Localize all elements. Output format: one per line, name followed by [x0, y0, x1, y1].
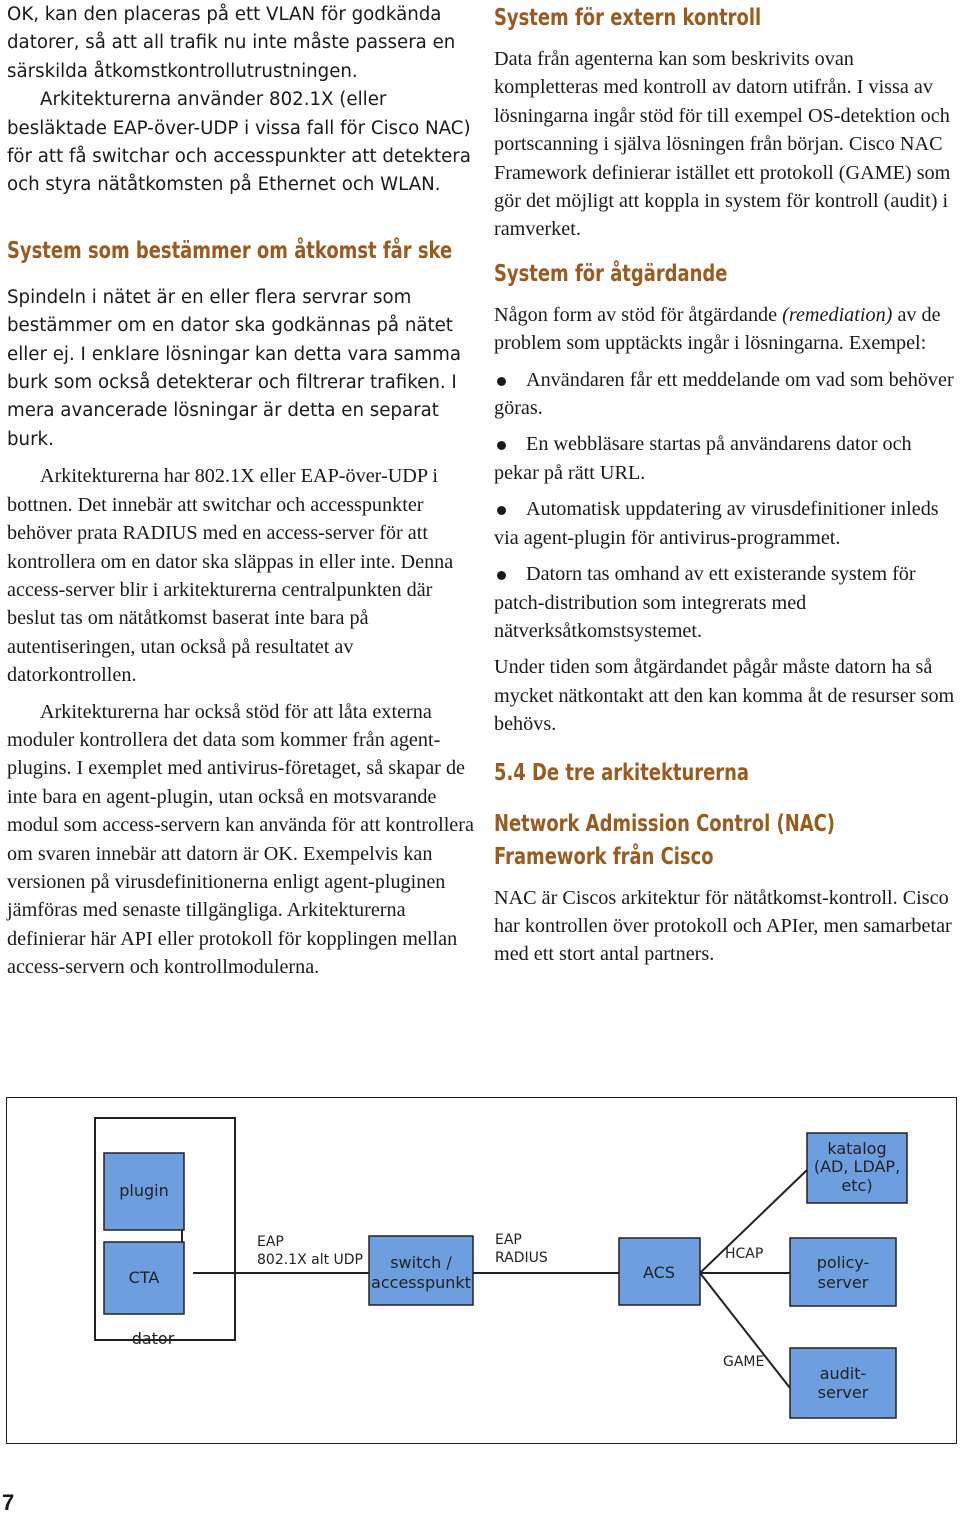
- bullet-icon: [497, 506, 506, 515]
- katalog-label-3: etc): [841, 1176, 873, 1195]
- cta-label: CTA: [128, 1268, 160, 1287]
- left-paragraph-1: OK, kan den placeras på ett VLAN för godkända datorer, så att all trafik nu inte måste passera en särskilda åtkomstkontrollutrustningen.: [7, 4, 456, 82]
- audit-label-2: server: [817, 1383, 869, 1402]
- left-paragraph-5: Arkitekturerna har också stöd för att låta externa moduler kontrollera det data som kommer från agent-plugins. I exemplet med antivirus-företaget, så skapar de inte bara en agent-plugin, utan också en motsvarande modul som access-servern kan använda för att kontrollera om svaren innebär att datorn är OK. Exempelvis kan versionen på virusdefinitionerna enligt agent-pluginen jämföras med senaste tillgängliga. Arkitekturerna definierar här API eller protokoll för kopplingen mellan access-servern och kontrollmodulerna.: [7, 700, 474, 979]
- list-item: Datorn tas omhand av ett existerande system för patch-distribution som integrerats med nätverksåtkomstsystemet.: [494, 563, 916, 642]
- page-number: 7: [2, 1490, 15, 1515]
- eap-8021x-label: 802.1X alt UDP: [257, 1252, 363, 1268]
- plugin-label: plugin: [119, 1181, 169, 1200]
- katalog-label-2: (AD, LDAP,: [813, 1157, 901, 1176]
- section-heading-three-architectures: 5.4 De tre arkitekturerna: [494, 759, 749, 786]
- policy-label-2: server: [817, 1273, 869, 1292]
- bullet-icon: [497, 377, 506, 386]
- eap-label-1: EAP: [257, 1234, 284, 1250]
- diagram-canvas: [7, 1098, 955, 1442]
- left-paragraph-4: Arkitekturerna har 802.1X eller EAP-över-UDP i bottnen. Det innebär att switchar och accesspunkter behöver prata RADIUS med en access-server för att kontrollera om en dator ska släppas in eller inte. Denna access-server blir i arkitekturerna centralpunkten där beslut tas om nätåtkomst baserat inte bara på autentiseringen, utan också på resultatet av datorkontrollen.: [7, 465, 454, 687]
- hcap-label: HCAP: [725, 1246, 764, 1262]
- list-item: En webbläsare startas på användarens dator och pekar på rätt URL.: [494, 433, 912, 484]
- right-paragraph-1: Data från agenterna kan som beskrivits ovan kompletteras med kontroll av datorn utifrån. I vissa av lösningarna ingår stöd för till exempel OS-detektion och portscanning i själva lösningen från början. Cisco NAC Framework definierar istället ett protokoll (GAME) som gör det möjligt att koppla in system för kontroll (audit) i ramverket.: [494, 48, 951, 241]
- game-label: GAME: [723, 1354, 765, 1370]
- katalog-box: [807, 1133, 907, 1203]
- plugin-box: [104, 1153, 184, 1230]
- section-heading-cisco-nac: Network Admission Control (NAC) Framework från Cisco: [494, 810, 835, 870]
- switch-box: [369, 1236, 473, 1305]
- left-paragraph-2: Arkitekturerna använder 802.1X (eller besläktade EAP-över-UDP i vissa fall för Cisco NAC) för att få switchar och accesspunkter att detektera och styra nätåtkomsten på Ethernet och WLAN.: [7, 89, 471, 196]
- nac-architecture-diagram: [6, 1097, 957, 1444]
- cta-box: [104, 1242, 184, 1314]
- section-heading-external-control: System för extern kontroll: [494, 5, 762, 31]
- switch-label-1: switch /: [390, 1253, 452, 1272]
- katalog-label-1: katalog: [827, 1139, 887, 1158]
- remediation-list: [494, 366, 956, 646]
- section-heading-access-decision: System som bestämmer om åtkomst får ske: [7, 237, 453, 264]
- policy-server-box: [790, 1238, 896, 1306]
- left-paragraph-3: Spindeln i nätet är en eller flera servrar som bestämmer om en dator ska godkännas på nätet eller ej. I enklare lösningar kan detta vara samma burk som också detekterar och filtrerar trafiken. I mera avancerade lösningar är detta en separat burk.: [7, 286, 462, 450]
- section-heading-remediation: System för åtgärdande: [494, 260, 728, 287]
- audit-label-1: audit-: [819, 1364, 867, 1383]
- bullet-icon: [497, 441, 506, 450]
- right-column: [494, 0, 956, 969]
- audit-server-box: [790, 1348, 896, 1418]
- bullet-icon: [497, 571, 506, 580]
- right-paragraph-4: NAC är Ciscos arkitektur för nätåtkomst-kontroll. Cisco har kontrollen över protokoll och APIer, men samarbetar med ett stort antal partners.: [494, 886, 952, 966]
- acs-box: [619, 1238, 700, 1305]
- left-column: [7, 0, 475, 982]
- switch-label-2: accesspunkt: [371, 1273, 471, 1292]
- eap-label-2: EAP: [495, 1232, 522, 1248]
- dator-label: dator: [131, 1329, 175, 1348]
- right-paragraph-2: Någon form av stöd för åtgärdande (remediation) av de problem som upptäckts ingår i lösningarna. Exempel:: [494, 303, 941, 355]
- list-item: Användaren får ett meddelande om vad som behöver göras.: [494, 368, 954, 420]
- acs-label: ACS: [643, 1263, 675, 1282]
- right-paragraph-3: Under tiden som åtgärdandet pågår måste datorn ha så mycket nätkontakt att den kan komma åt de resurser som behövs.: [494, 656, 955, 736]
- line-acs-audit: [700, 1273, 790, 1388]
- radius-label: RADIUS: [495, 1250, 548, 1266]
- policy-label-1: policy-: [816, 1253, 870, 1272]
- list-item: Automatisk uppdatering av virusdefinitioner inleds via agent-plugin för antivirus-programmet.: [494, 498, 939, 549]
